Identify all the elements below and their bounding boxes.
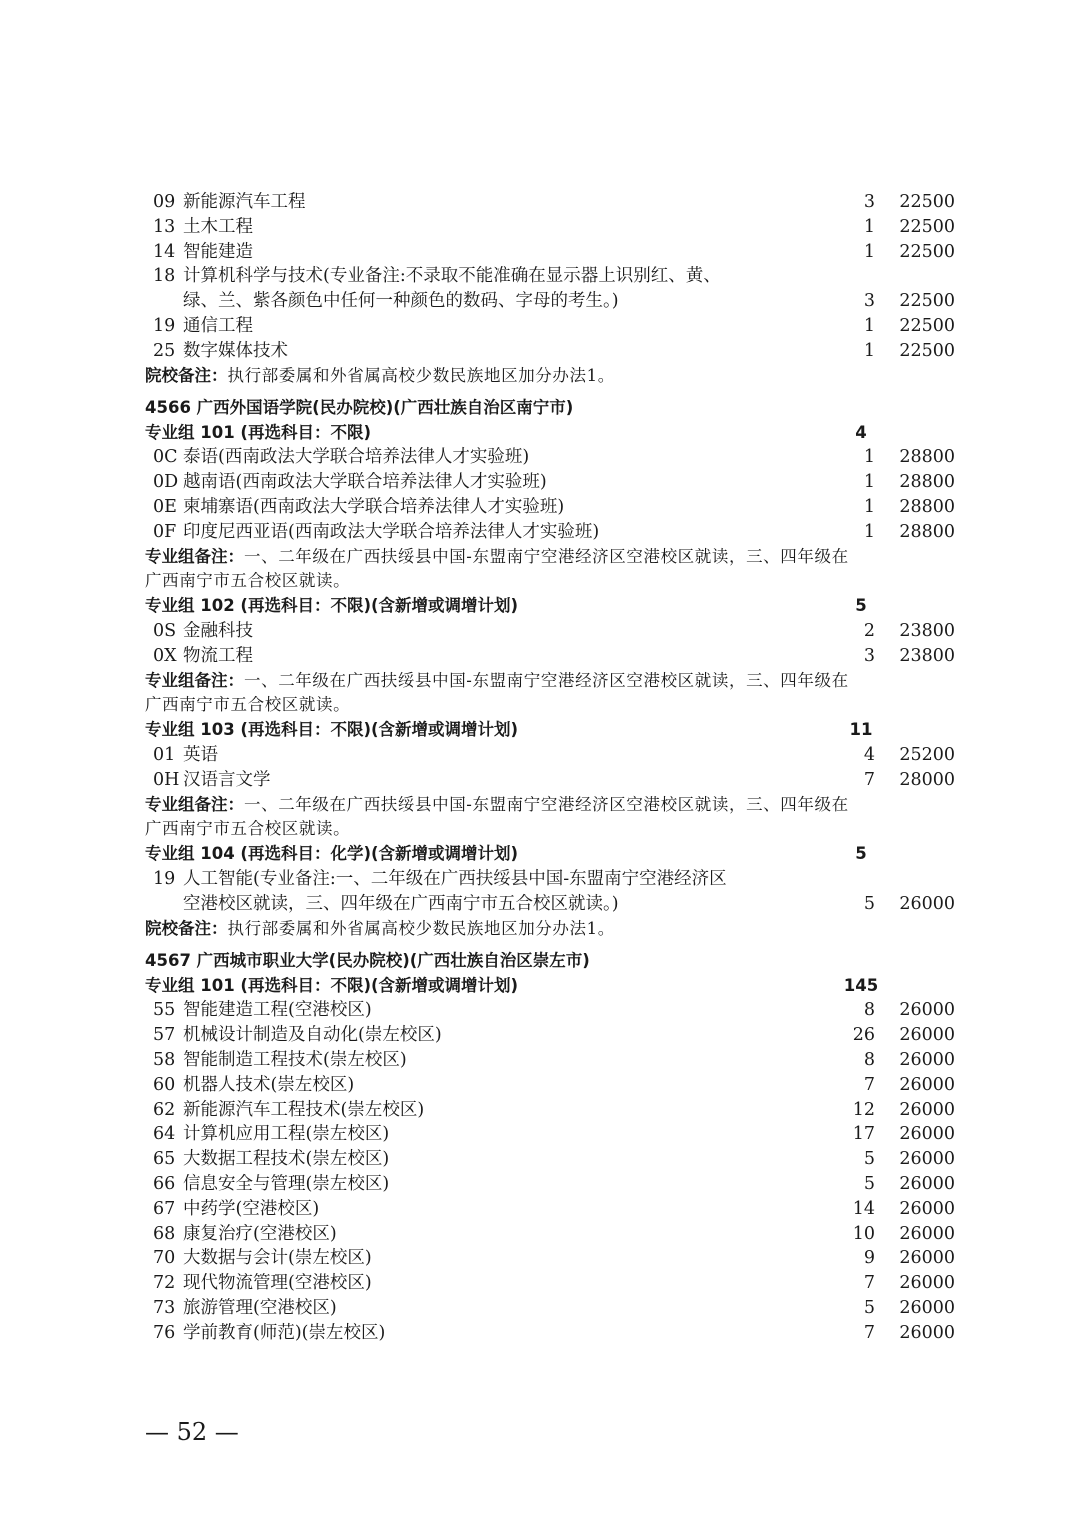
major-name: 物流工程 <box>183 645 253 666</box>
major-row <box>145 520 965 545</box>
major-group-heading <box>145 718 965 743</box>
major-code: 64 <box>153 1124 176 1145</box>
remark-line-continuation <box>145 817 965 842</box>
major-name: 泰语(西南政法大学联合培养法律人才实验班) <box>183 447 530 468</box>
plan-count: 2 <box>863 621 875 642</box>
major-name: 柬埔寨语(西南政法大学联合培养法律人才实验班) <box>183 497 565 518</box>
major-row-continuation <box>145 892 965 917</box>
tuition-fee: 26000 <box>899 1050 955 1071</box>
tuition-fee: 26000 <box>899 1000 955 1021</box>
major-row <box>145 1073 965 1098</box>
major-name: 智能制造工程技术(崇左校区) <box>183 1050 407 1071</box>
major-code: 13 <box>153 216 176 237</box>
major-code: 65 <box>153 1149 176 1170</box>
major-row <box>145 867 965 892</box>
major-code: 09 <box>153 192 176 212</box>
major-name: 中药学(空港校区) <box>183 1198 320 1219</box>
major-row <box>145 1147 965 1172</box>
remark-text: 一、二年级在广西扶绥县中国-东盟南宁空港经济区空港校区就读，三、四年级在 <box>244 794 849 814</box>
major-code: 01 <box>153 745 176 766</box>
remark-text: 执行部委属和外省属高校少数民族地区加分办法1。 <box>227 918 615 938</box>
major-code: 58 <box>153 1050 176 1071</box>
major-name: 学前教育(师范)(崇左校区) <box>183 1322 386 1343</box>
major-name-continued: 绿、兰、紫各颜色中任何一种颜色的数码、字母的考生。) <box>183 291 619 312</box>
major-name: 数字媒体技术 <box>183 340 288 361</box>
tuition-fee: 28000 <box>899 769 955 790</box>
remark-text-continued: 广西南宁市五合校区就读。 <box>145 819 351 839</box>
major-row <box>145 1023 965 1048</box>
major-name: 计算机科学与技术(专业备注:不录取不能准确在显示器上识别红、黄、 <box>183 266 721 287</box>
major-code: 19 <box>153 869 176 890</box>
tuition-fee: 26000 <box>899 1223 955 1244</box>
page-number: — 52 — <box>145 1418 239 1446</box>
major-code: 62 <box>153 1099 176 1120</box>
major-name: 英语 <box>183 745 218 766</box>
major-group-heading <box>145 421 965 446</box>
major-name: 新能源汽车工程 <box>183 192 306 212</box>
tuition-fee: 22500 <box>899 291 955 312</box>
major-name: 机器人技术(崇左校区) <box>183 1074 355 1095</box>
remark-label: 院校备注： <box>145 365 228 385</box>
major-row <box>145 619 965 644</box>
tuition-fee: 28800 <box>899 521 955 542</box>
tuition-fee: 26000 <box>899 1074 955 1095</box>
remark-line <box>145 364 965 389</box>
major-code: 73 <box>153 1298 176 1319</box>
major-row <box>145 314 965 339</box>
plan-count: 8 <box>863 1050 875 1071</box>
major-code: 70 <box>153 1248 176 1269</box>
school-heading <box>145 949 965 974</box>
group-plan-count: 4 <box>855 422 867 442</box>
school-title: 4567 广西城市职业大学(民办院校)(广西壮族自治区崇左市) <box>145 950 590 970</box>
major-row <box>145 1098 965 1123</box>
major-code: 76 <box>153 1322 176 1343</box>
major-code: 0X <box>153 645 177 666</box>
remark-line-continuation <box>145 693 965 718</box>
plan-count: 1 <box>863 241 875 262</box>
remark-label: 院校备注： <box>145 918 228 938</box>
major-group-heading <box>145 594 965 619</box>
major-row <box>145 1321 965 1346</box>
major-name: 越南语(西南政法大学联合培养法律人才实验班) <box>183 472 547 493</box>
tuition-fee: 22500 <box>899 241 955 262</box>
plan-count: 8 <box>863 1000 875 1021</box>
group-plan-count: 5 <box>855 596 867 616</box>
major-row <box>145 339 965 364</box>
remark-line-continuation <box>145 569 965 594</box>
tuition-fee: 23800 <box>899 621 955 642</box>
group-plan-count: 5 <box>855 844 867 864</box>
plan-count: 3 <box>863 291 875 312</box>
major-code: 25 <box>153 340 176 361</box>
major-group-title: 专业组 104 (再选科目：化学)(含新增或调增计划) <box>145 844 519 864</box>
major-row <box>145 743 965 768</box>
plan-count: 14 <box>852 1198 875 1219</box>
tuition-fee: 26000 <box>899 1273 955 1294</box>
tuition-fee: 23800 <box>899 645 955 666</box>
major-name: 新能源汽车工程技术(崇左校区) <box>183 1099 425 1120</box>
major-row <box>145 1172 965 1197</box>
tuition-fee: 26000 <box>899 1174 955 1195</box>
major-row <box>145 1197 965 1222</box>
remark-label: 专业组备注： <box>145 546 244 566</box>
tuition-fee: 26000 <box>899 1099 955 1120</box>
plan-count: 1 <box>863 340 875 361</box>
major-group-title: 专业组 101 (再选科目：不限)(含新增或调增计划) <box>145 975 519 995</box>
major-name: 智能建造 <box>183 241 253 262</box>
tuition-fee: 26000 <box>899 1025 955 1046</box>
major-name-continued: 空港校区就读，三、四年级在广西南宁市五合校区就读。) <box>183 893 619 914</box>
plan-count: 5 <box>863 1174 875 1195</box>
major-row <box>145 495 965 520</box>
plan-count: 3 <box>863 645 875 666</box>
tuition-fee: 26000 <box>899 1149 955 1170</box>
plan-count: 5 <box>863 1149 875 1170</box>
school-title: 4566 广西外国语学院(民办院校)(广西壮族自治区南宁市) <box>145 397 574 417</box>
major-row <box>145 1122 965 1147</box>
major-name: 现代物流管理(空港校区) <box>183 1273 372 1294</box>
major-name: 大数据工程技术(崇左校区) <box>183 1149 390 1170</box>
major-name: 印度尼西亚语(西南政法大学联合培养法律人才实验班) <box>183 521 600 542</box>
major-code: 57 <box>153 1025 176 1046</box>
plan-count: 7 <box>863 1074 875 1095</box>
remark-line <box>145 545 965 570</box>
major-group-title: 专业组 101 (再选科目：不限) <box>145 422 372 442</box>
plan-count: 1 <box>863 521 875 542</box>
plan-count: 1 <box>863 472 875 493</box>
major-row <box>145 470 965 495</box>
plan-count: 1 <box>863 447 875 468</box>
remark-text: 一、二年级在广西扶绥县中国-东盟南宁空港经济区空港校区就读，三、四年级在 <box>244 670 849 690</box>
major-row <box>145 215 965 240</box>
major-row <box>145 1296 965 1321</box>
major-group-heading <box>145 842 965 867</box>
group-plan-count: 145 <box>843 975 879 995</box>
major-row <box>145 644 965 669</box>
major-name: 金融科技 <box>183 621 253 642</box>
tuition-fee: 25200 <box>899 745 955 766</box>
major-group-title: 专业组 103 (再选科目：不限)(含新增或调增计划) <box>145 720 519 740</box>
major-name: 旅游管理(空港校区) <box>183 1298 337 1319</box>
group-plan-count: 11 <box>849 720 873 740</box>
major-name: 机械设计制造及自动化(崇左校区) <box>183 1025 442 1046</box>
major-name: 人工智能(专业备注:一、二年级在广西扶绥县中国-东盟南宁空港经济区 <box>183 869 727 890</box>
remark-text-continued: 广西南宁市五合校区就读。 <box>145 571 351 591</box>
plan-count: 26 <box>852 1025 875 1046</box>
major-code: 0S <box>153 621 177 642</box>
major-row <box>145 1246 965 1271</box>
major-row <box>145 240 965 265</box>
remark-text: 执行部委属和外省属高校少数民族地区加分办法1。 <box>227 365 615 385</box>
tuition-fee: 22500 <box>899 192 955 212</box>
major-code: 60 <box>153 1074 176 1095</box>
major-row <box>145 264 965 289</box>
plan-count: 10 <box>852 1223 875 1244</box>
tuition-fee: 26000 <box>899 1248 955 1269</box>
major-code: 72 <box>153 1273 176 1294</box>
major-name: 土木工程 <box>183 216 253 237</box>
tuition-fee: 28800 <box>899 472 955 493</box>
major-code: 0D <box>153 472 179 493</box>
remark-label: 专业组备注： <box>145 670 244 690</box>
major-name: 康复治疗(空港校区) <box>183 1223 337 1244</box>
plan-count: 7 <box>863 769 875 790</box>
tuition-fee: 26000 <box>899 1198 955 1219</box>
major-row <box>145 445 965 470</box>
tuition-fee: 22500 <box>899 316 955 336</box>
tuition-fee: 28800 <box>899 497 955 518</box>
plan-count: 9 <box>863 1248 875 1269</box>
tuition-fee: 26000 <box>899 1322 955 1343</box>
tuition-fee: 22500 <box>899 340 955 361</box>
plan-count: 1 <box>863 216 875 237</box>
remark-line <box>145 793 965 818</box>
plan-count: 12 <box>852 1099 875 1120</box>
major-name: 信息安全与管理(崇左校区) <box>183 1174 390 1195</box>
plan-count: 1 <box>863 497 875 518</box>
major-row <box>145 1271 965 1296</box>
major-code: 68 <box>153 1223 176 1244</box>
major-code: 19 <box>153 316 176 336</box>
tuition-fee: 26000 <box>899 893 955 914</box>
major-code: 67 <box>153 1198 176 1219</box>
major-group-heading <box>145 974 965 999</box>
major-code: 66 <box>153 1174 176 1195</box>
tuition-fee: 26000 <box>899 1124 955 1145</box>
plan-count: 4 <box>863 745 875 766</box>
remark-text-continued: 广西南宁市五合校区就读。 <box>145 695 351 715</box>
major-row <box>145 1048 965 1073</box>
remark-line <box>145 917 965 942</box>
tuition-fee: 28800 <box>899 447 955 468</box>
major-code: 14 <box>153 241 176 262</box>
plan-count: 3 <box>863 192 875 212</box>
major-code: 0F <box>153 521 177 542</box>
major-name: 通信工程 <box>183 316 253 336</box>
major-row <box>145 998 965 1023</box>
plan-count: 7 <box>863 1273 875 1294</box>
major-code: 55 <box>153 1000 176 1021</box>
plan-count: 7 <box>863 1322 875 1343</box>
remark-label: 专业组备注： <box>145 794 244 814</box>
tuition-fee: 26000 <box>899 1298 955 1319</box>
tuition-fee: 22500 <box>899 216 955 237</box>
major-row <box>145 1222 965 1247</box>
major-row <box>145 190 965 215</box>
major-name: 汉语言文学 <box>183 769 271 790</box>
school-heading <box>145 396 965 421</box>
major-name: 智能建造工程(空港校区) <box>183 1000 372 1021</box>
major-code: 18 <box>153 266 176 287</box>
plan-count: 5 <box>863 1298 875 1319</box>
major-name: 大数据与会计(崇左校区) <box>183 1248 372 1269</box>
plan-count: 5 <box>863 893 875 914</box>
plan-count: 17 <box>852 1124 875 1145</box>
remark-text: 一、二年级在广西扶绥县中国-东盟南宁空港经济区空港校区就读，三、四年级在 <box>244 546 849 566</box>
major-name: 计算机应用工程(崇左校区) <box>183 1124 390 1145</box>
major-row-continuation <box>145 289 965 314</box>
major-code: 0E <box>153 497 177 518</box>
plan-count: 1 <box>863 316 875 336</box>
major-group-title: 专业组 102 (再选科目：不限)(含新增或调增计划) <box>145 596 519 616</box>
major-row <box>145 768 965 793</box>
remark-line <box>145 669 965 694</box>
major-code: 0C <box>153 447 178 468</box>
major-code: 0H <box>153 769 180 790</box>
